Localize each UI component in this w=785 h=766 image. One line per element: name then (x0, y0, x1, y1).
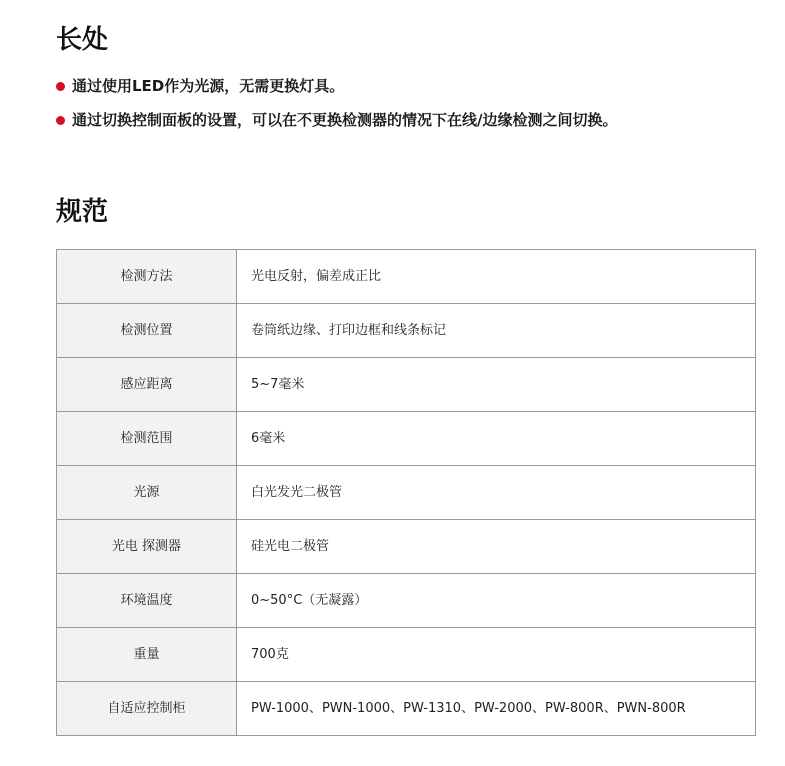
table-row (57, 412, 756, 466)
table-row (57, 358, 756, 412)
advantages-heading: 长处 (56, 25, 109, 55)
spec-value: 5~7毫米 (237, 358, 756, 412)
spec-value: 白光发光二极管 (237, 466, 756, 520)
spec-label: 感应距离 (57, 358, 237, 412)
spec-label: 检测范围 (57, 412, 237, 466)
table-row (57, 682, 756, 736)
spec-label: 环境温度 (57, 574, 237, 628)
advantage-text: 通过使用LED作为光源，无需更换灯具。 (72, 77, 345, 95)
spec-label: 光电 探测器 (57, 520, 237, 574)
spec-label: 自适应控制柜 (57, 682, 237, 736)
spec-value: 0~50°C（无凝露） (237, 574, 756, 628)
bullet-dot-icon (56, 82, 65, 91)
advantages-list (56, 76, 617, 144)
spec-value: 硅光电二极管 (237, 520, 756, 574)
table-row (57, 520, 756, 574)
advantage-item (56, 110, 617, 130)
spec-value: 700克 (237, 628, 756, 682)
spec-label: 重量 (57, 628, 237, 682)
table-row (57, 574, 756, 628)
spec-label: 光源 (57, 466, 237, 520)
table-row (57, 628, 756, 682)
spec-value: 6毫米 (237, 412, 756, 466)
bullet-dot-icon (56, 116, 65, 125)
spec-value: 卷筒纸边缘、打印边框和线条标记 (237, 304, 756, 358)
advantage-text: 通过切换控制面板的设置，可以在不更换检测器的情况下在线/边缘检测之间切换。 (72, 111, 618, 129)
spec-label: 检测方法 (57, 250, 237, 304)
specifications-table (56, 249, 756, 736)
specifications-heading: 规范 (56, 197, 109, 227)
spec-label: 检测位置 (57, 304, 237, 358)
spec-value: 光电反射，偏差成正比 (237, 250, 756, 304)
advantage-item (56, 76, 617, 96)
table-row (57, 304, 756, 358)
table-row (57, 466, 756, 520)
table-row (57, 250, 756, 304)
spec-value: PW-1000、PWN-1000、PW-1310、PW-2000、PW-800R、PWN-800R (237, 682, 756, 736)
